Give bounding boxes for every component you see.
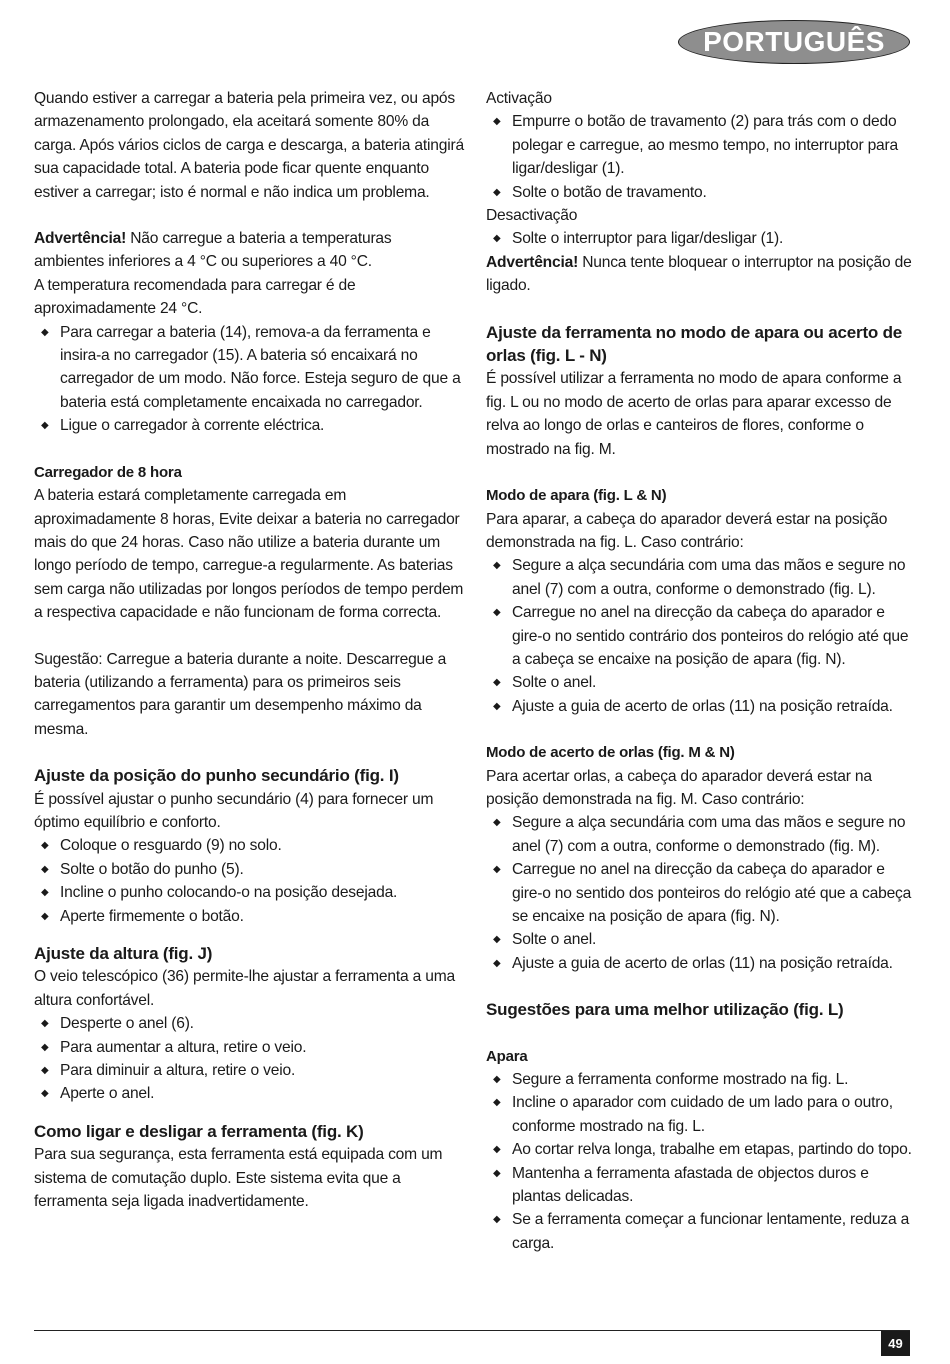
diamond-bullet-icon: ◆ xyxy=(493,677,501,689)
temperature-warning xyxy=(34,227,464,274)
list-item: ◆ Mantenha a ferramenta afastada de objectos duros e plantas delicadas. xyxy=(486,1162,916,1209)
list-item: ◆ Empurre o botão de travamento (2) para trás com o dedo polegar e carregue, ao mesmo tempo, no interruptor para ligar/desligar (1). xyxy=(486,110,916,180)
list-item: ◆ Aperte firmemente o botão. xyxy=(34,905,464,928)
trim-steps xyxy=(486,554,916,718)
list-item: ◆ Solte o botão do punho (5). xyxy=(34,858,464,881)
list-item: ◆ Ajuste a guia de acerto de orlas (11) na posição retraída. xyxy=(486,695,916,718)
handle-heading: Ajuste da posição do punho secundário (fig. I) xyxy=(34,766,399,786)
diamond-bullet-icon: ◆ xyxy=(493,607,501,619)
warning-label: Advertência! xyxy=(486,253,579,271)
list-item: ◆ Segure a alça secundária com uma das mãos e segure no anel (7) com a outra, conforme o demonstrado (fig. M). xyxy=(486,811,916,858)
diamond-bullet-icon: ◆ xyxy=(41,1018,49,1030)
diamond-bullet-icon: ◆ xyxy=(493,233,501,245)
list-item: ◆ Se a ferramenta começar a funcionar lentamente, reduza a carga. xyxy=(486,1208,916,1255)
list-item: ◆ Incline o punho colocando-o na posição desejada. xyxy=(34,881,464,904)
deactivation-steps xyxy=(486,227,916,250)
edge-text: Para acertar orlas, a cabeça do aparador deverá estar na posição demonstrada na fig. M. Caso contrário: xyxy=(486,767,872,808)
left-column xyxy=(34,87,464,1213)
diamond-bullet-icon: ◆ xyxy=(493,1074,501,1086)
list-item: ◆ Carregue no anel na direcção da cabeça do aparador e gire-o no sentido contrário dos ponteiros do relógio até que a cabeça se encaixe na posição de apara (fig. N). xyxy=(486,601,916,671)
diamond-bullet-icon: ◆ xyxy=(493,1167,501,1179)
list-item: ◆ Ao cortar relva longa, trabalhe em etapas, partindo do topo. xyxy=(486,1138,916,1161)
diamond-bullet-icon: ◆ xyxy=(41,326,49,338)
right-column xyxy=(486,87,916,1255)
warning-label: Advertência! xyxy=(34,230,127,248)
list-item: ◆ Segure a alça secundária com uma das mãos e segure no anel (7) com a outra, conforme o demonstrado (fig. L). xyxy=(486,554,916,601)
activation-label: Activação xyxy=(486,90,552,107)
list-item: ◆ Carregue no anel na direcção da cabeça do aparador e gire-o no sentido dos ponteiros do relógio até que a cabeça se encaixe na posição de apara (fig. N). xyxy=(486,858,916,928)
trim-text: Para aparar, a cabeça do aparador deverá estar na posição demonstrada na fig. L. Caso contrário: xyxy=(486,510,888,551)
list-item: ◆ Desperte o anel (6). xyxy=(34,1012,464,1035)
diamond-bullet-icon: ◆ xyxy=(493,934,501,946)
handle-text: É possível ajustar o punho secundário (4) para fornecer um óptimo equilíbrio e conforto. xyxy=(34,790,434,831)
diamond-bullet-icon: ◆ xyxy=(41,1065,49,1077)
mode-heading: Ajuste da ferramenta no modo de apara ou acerto de orlas (fig. L - N) xyxy=(486,322,903,366)
language-tab: PORTUGUÊS xyxy=(678,20,910,64)
list-item: ◆ Incline o aparador com cuidado de um lado para o outro, conforme mostrado na fig. L. xyxy=(486,1091,916,1138)
trim-heading: Modo de apara (fig. L & N) xyxy=(486,487,667,505)
diamond-bullet-icon: ◆ xyxy=(41,1041,49,1053)
list-item: ◆ Ajuste a guia de acerto de orlas (11) na posição retraída. xyxy=(486,952,916,975)
height-text: O veio telescópico (36) permite-lhe ajustar a ferramenta a uma altura confortável. xyxy=(34,968,455,1009)
mode-text: É possível utilizar a ferramenta no modo de apara conforme a fig. L ou no modo de acerto de orlas para aparar excesso de relva ao longo de orlas e canteiros de flores, conforme o mostrado na fig. M. xyxy=(486,370,902,458)
switch-text: Para sua segurança, esta ferramenta está equipada com um sistema de comutação duplo. Este sistema evita que a ferramenta seja ligada inadvertidamente. xyxy=(34,1146,443,1211)
list-item: ◆ Aperte o anel. xyxy=(34,1082,464,1105)
list-item: ◆ Solte o anel. xyxy=(486,928,916,951)
activation-steps xyxy=(486,110,916,204)
diamond-bullet-icon: ◆ xyxy=(41,1088,49,1100)
diamond-bullet-icon: ◆ xyxy=(41,420,49,432)
warning-text: Nunca tente bloquear o interruptor na posição de ligado. xyxy=(486,253,912,295)
diamond-bullet-icon: ◆ xyxy=(493,1097,501,1109)
diamond-bullet-icon: ◆ xyxy=(493,116,501,128)
diamond-bullet-icon: ◆ xyxy=(493,957,501,969)
diamond-bullet-icon: ◆ xyxy=(493,186,501,198)
edge-steps xyxy=(486,811,916,975)
edge-heading: Modo de acerto de orlas (fig. M & N) xyxy=(486,744,735,762)
height-steps xyxy=(34,1012,464,1106)
list-item: ◆ Ligue o carregador à corrente eléctrica. xyxy=(34,414,464,437)
list-item: ◆ Solte o botão de travamento. xyxy=(486,181,916,204)
list-item: ◆ Coloque o resguardo (9) no solo. xyxy=(34,834,464,857)
list-item: ◆ Para aumentar a altura, retire o veio. xyxy=(34,1036,464,1059)
suggestion-text: Sugestão: Carregue a bateria durante a noite. Descarregue a bateria (utilizando a ferramenta) para os primeiros seis carregamentos para garantir um desempenho máximo da mesma. xyxy=(34,650,447,738)
footer-rule xyxy=(34,1330,910,1331)
handle-steps xyxy=(34,834,464,928)
warning-text: Não carregue a bateria a temperaturas ambientes inferiores a 4 °C ou superiores a 40 °C. xyxy=(34,230,392,271)
page-number: 49 xyxy=(881,1331,910,1356)
deactivation-label: Desactivação xyxy=(486,207,578,225)
diamond-bullet-icon: ◆ xyxy=(493,1214,501,1226)
diamond-bullet-icon: ◆ xyxy=(41,863,49,875)
switch-warning xyxy=(486,251,916,298)
diamond-bullet-icon: ◆ xyxy=(493,864,501,876)
apara-steps xyxy=(486,1068,916,1255)
list-item: ◆ Solte o interruptor para ligar/desligar (1). xyxy=(486,227,916,250)
list-item: ◆ Segure a ferramenta conforme mostrado na fig. L. xyxy=(486,1068,916,1091)
recommended-temperature: A temperatura recomendada para carregar é de aproximadamente 24 °C. xyxy=(34,276,356,318)
diamond-bullet-icon: ◆ xyxy=(493,817,501,829)
list-item: ◆ Para carregar a bateria (14), remova-a da ferramenta e insira-a no carregador (15). A bateria só encaixará no carregador de um modo. Não force. Esteja seguro de que a bateria está completamente encaixada no carregador. xyxy=(34,321,464,415)
list-item: ◆ Para diminuir a altura, retire o veio. xyxy=(34,1059,464,1082)
charger-text: A bateria estará completamente carregada em aproximadamente 8 horas, Evite deixar a bateria no carregador mais do que 24 horas. Caso não utilize a bateria durante um longo período de tempo, carregue-a regularmente. As baterias sem carga não utilizadas por longos períodos de tempo perdem a respectiva capacidade e não funcionam de forma correcta. xyxy=(34,487,464,622)
charge-steps xyxy=(34,321,464,438)
height-heading: Ajuste da altura (fig. J) xyxy=(34,944,213,963)
list-item: ◆ Solte o anel. xyxy=(486,671,916,694)
diamond-bullet-icon: ◆ xyxy=(493,700,501,712)
charging-intro: Quando estiver a carregar a bateria pela primeira vez, ou após armazenamento prolongado, ela aceitará somente 80% da carga. Após vários ciclos de carga e descarga, a bateria atingirá sua capacidade total. A bateria pode ficar quente enquanto estiver a carregar; isto é normal e não indica um problema. xyxy=(34,90,464,201)
diamond-bullet-icon: ◆ xyxy=(41,910,49,922)
diamond-bullet-icon: ◆ xyxy=(493,560,501,572)
charger-heading: Carregador de 8 hora xyxy=(34,463,182,481)
tips-heading: Sugestões para uma melhor utilização (fig. L) xyxy=(486,1000,844,1020)
switch-heading: Como ligar e desligar a ferramenta (fig. K) xyxy=(34,1121,364,1141)
diamond-bullet-icon: ◆ xyxy=(41,887,49,899)
diamond-bullet-icon: ◆ xyxy=(41,840,49,852)
apara-heading: Apara xyxy=(486,1047,528,1065)
diamond-bullet-icon: ◆ xyxy=(493,1144,501,1156)
